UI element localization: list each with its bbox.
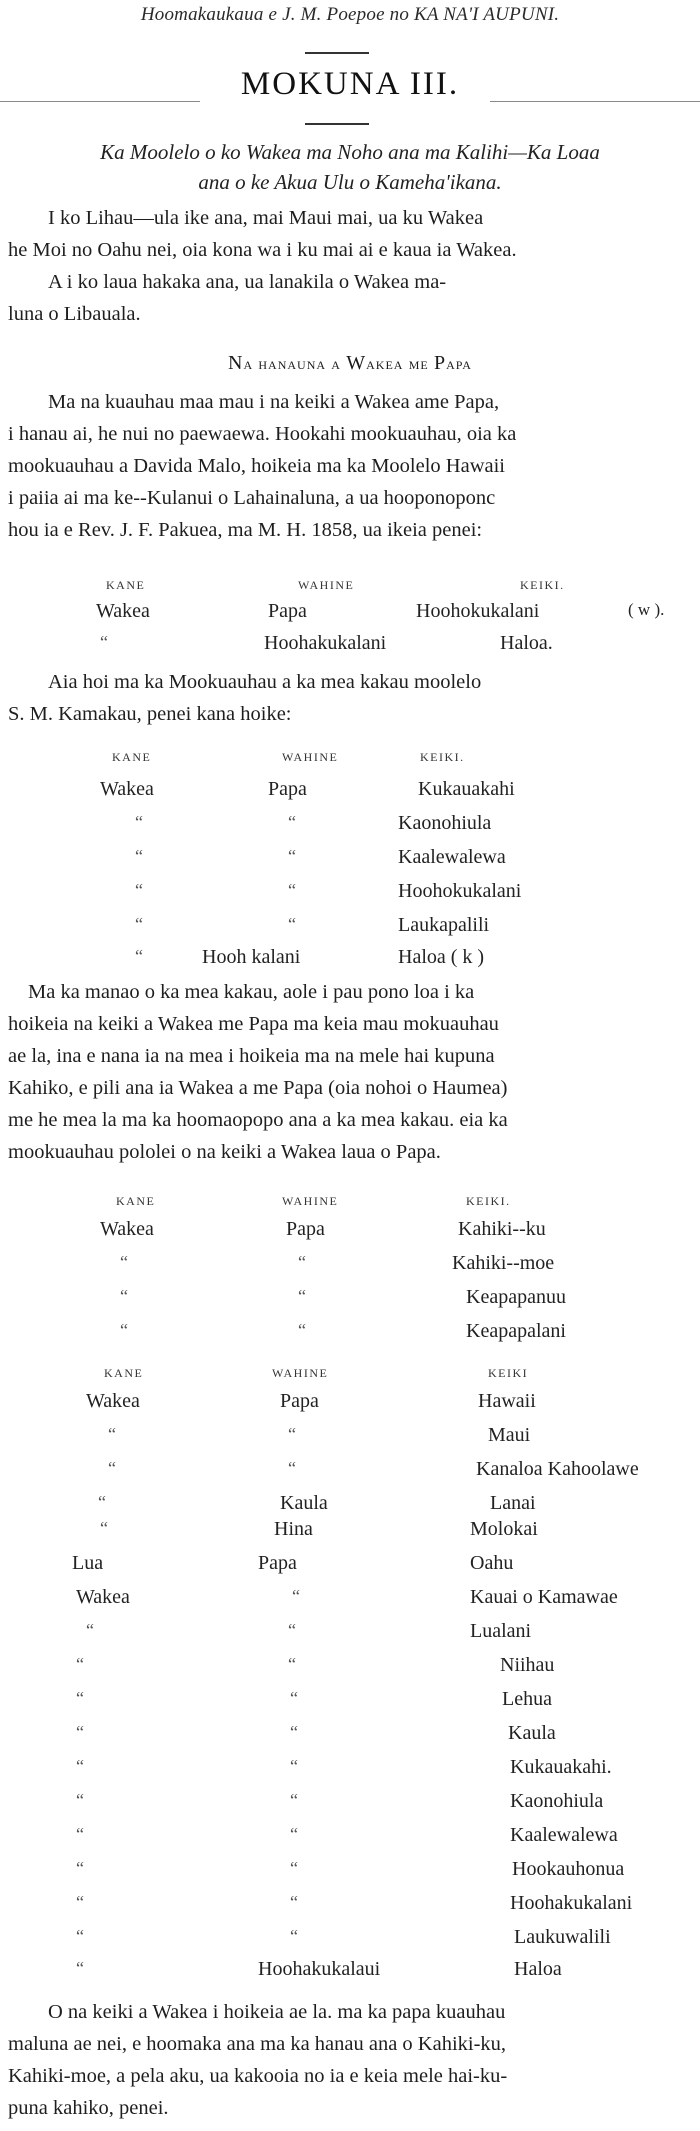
cell-kane: “: [76, 1722, 84, 1742]
cell-kane: “: [76, 1654, 84, 1674]
text-line: me he mea la ma ka hoomaopopo ana a ka mea kakau. eia ka: [8, 1109, 508, 1131]
cell-wahine: “: [290, 1892, 298, 1912]
cell-wahine: “: [288, 1458, 296, 1478]
cell-wahine: Papa: [286, 1218, 325, 1240]
cell-keiki: Hoohakukalani: [510, 1892, 633, 1914]
cell-kane: “: [135, 880, 143, 900]
column-header-keiki: KEIKI.: [420, 750, 465, 764]
column-header-kane: KANE: [106, 578, 146, 592]
paragraph-lihau: [8, 202, 696, 266]
cell-keiki: Kaalewalewa: [510, 1824, 618, 1846]
cell-wahine: “: [290, 1926, 298, 1946]
cell-kane: “: [98, 1492, 106, 1512]
cell-kane: “: [76, 1824, 84, 1844]
column-header-kane: KANE: [116, 1194, 156, 1208]
text-line: Ma ka manao o ka mea kakau, aole i pau pono loa i ka: [28, 981, 475, 1003]
column-header-kane: KANE: [112, 750, 152, 764]
chapter-title: MOKUNA III.: [240, 66, 460, 102]
cell-wahine: Hoohakukalaui: [258, 1958, 381, 1980]
cell-kane: “: [76, 1892, 84, 1912]
cell-note: ( w ).: [628, 600, 665, 619]
paragraph-kamakau: [8, 666, 696, 730]
column-header-keiki: KEIKI.: [520, 578, 565, 592]
cell-kane: “: [76, 1790, 84, 1810]
text-line: i hanau ai, he nui no paewaewa. Hookahi mookuauhau, oia ka: [8, 423, 517, 445]
cell-wahine: “: [288, 914, 296, 934]
cell-keiki: Oahu: [470, 1552, 514, 1574]
text-line: S. M. Kamakau, penei kana hoike:: [8, 703, 292, 725]
paragraph-malo: [8, 386, 696, 546]
cell-kane: Wakea: [86, 1390, 140, 1412]
cell-keiki: Kauai o Kamawae: [470, 1586, 618, 1608]
divider-top: [305, 52, 369, 54]
text-line: O na keiki a Wakea i hoikeia ae la. ma ka papa kuauhau: [48, 2001, 506, 2023]
text-line: he Moi no Oahu nei, oia kona wa i ku mai ai e kaua ia Wakea.: [8, 239, 517, 261]
paragraph-author-opinion: [8, 976, 696, 1168]
cell-wahine: “: [290, 1756, 298, 1776]
cell-keiki: Kahiki--moe: [452, 1252, 555, 1274]
text-line: i paiia ai ma ke--Kulanui o Lahainaluna, a ua hooponoponc: [8, 487, 496, 509]
cell-kane: “: [108, 1424, 116, 1444]
cell-keiki: Molokai: [470, 1518, 538, 1540]
cell-keiki: Kukauakahi: [418, 778, 515, 800]
text-line: I ko Lihau—ula ike ana, mai Maui mai, ua ku Wakea: [48, 207, 484, 229]
byline: Hoomakaukaua e J. M. Poepoe no KA NA'I AUPUNI.: [140, 4, 560, 25]
cell-kane: “: [120, 1252, 128, 1272]
cell-kane: “: [108, 1458, 116, 1478]
text-line: mookuauhau a Davida Malo, hoikeia ma ka Moolelo Hawaii: [8, 455, 505, 477]
cell-keiki: Laukuwalili: [514, 1926, 611, 1948]
cell-keiki: Kaonohiula: [510, 1790, 604, 1812]
text-line: ae la, ina e nana ia na mea i hoikeia ma na mele hai kupuna: [8, 1045, 495, 1067]
subtitle-line-1: Ka Moolelo o ko Wakea ma Noho ana ma Kalihi—Ka Loaa: [100, 140, 600, 164]
cell-wahine: “: [298, 1252, 306, 1272]
text-line: mookuauhau pololei o na keiki a Wakea laua o Papa.: [8, 1141, 441, 1163]
cell-wahine: “: [290, 1722, 298, 1742]
cell-kane: “: [76, 1756, 84, 1776]
cell-keiki: Kaonohiula: [398, 812, 492, 834]
cell-kane: Wakea: [76, 1586, 130, 1608]
text-line: hoikeia na keiki a Wakea me Papa ma keia mau mokuauhau: [8, 1013, 499, 1035]
cell-wahine: “: [290, 1790, 298, 1810]
divider-under-title: [305, 123, 369, 125]
text-line: Kahiko, e pili ana ia Wakea a me Papa (oia nohoi o Haumea): [8, 1077, 508, 1099]
column-header-keiki: KEIKI: [488, 1366, 529, 1380]
cell-keiki: Hoohokukalani: [416, 600, 540, 622]
subtitle-line-2: ana o ke Akua Ulu o Kameha'ikana.: [198, 170, 502, 194]
cell-keiki: Haloa.: [500, 632, 553, 654]
cell-kane: “: [100, 632, 108, 652]
cell-kane: “: [120, 1320, 128, 1340]
cell-kane: “: [76, 1858, 84, 1878]
cell-wahine: “: [290, 1688, 298, 1708]
cell-keiki: Kaula: [508, 1722, 556, 1744]
cell-keiki: Kanaloa Kahoolawe: [476, 1458, 639, 1480]
cell-keiki: Kukauakahi.: [510, 1756, 612, 1778]
text-line: luna o Libauala.: [8, 303, 141, 325]
cell-kane: Wakea: [100, 778, 154, 800]
cell-keiki: Haloa ( k ): [398, 946, 485, 968]
cell-keiki: Keapapanuu: [466, 1286, 566, 1308]
cell-keiki: Lualani: [470, 1620, 532, 1642]
cell-wahine: Papa: [268, 778, 307, 800]
cell-kane: “: [135, 846, 143, 866]
column-header-wahine: WAHINE: [272, 1366, 329, 1380]
cell-kane: “: [86, 1620, 94, 1640]
cell-wahine: Kaula: [280, 1492, 328, 1514]
cell-keiki: Lanai: [490, 1492, 536, 1514]
cell-wahine: “: [292, 1586, 300, 1606]
column-header-kane: KANE: [104, 1366, 144, 1380]
cell-keiki: Kahiki--ku: [458, 1218, 546, 1240]
cell-keiki: Hookauhonua: [512, 1858, 625, 1880]
cell-kane: Wakea: [96, 600, 150, 622]
cell-kane: “: [100, 1518, 108, 1538]
cell-keiki: Hawaii: [478, 1390, 536, 1412]
cell-keiki: Hoohokukalani: [398, 880, 522, 902]
cell-kane: “: [135, 914, 143, 934]
text-line: Aia hoi ma ka Mookuauhau a ka mea kakau moolelo: [48, 671, 482, 693]
cell-wahine: “: [290, 1824, 298, 1844]
cell-wahine: “: [288, 880, 296, 900]
cell-kane: “: [120, 1286, 128, 1306]
cell-keiki: Niihau: [500, 1654, 555, 1676]
cell-keiki: Keapapalani: [466, 1320, 566, 1342]
cell-wahine: Papa: [258, 1552, 297, 1574]
cell-wahine: Hoohakukalani: [264, 632, 387, 654]
column-header-wahine: WAHINE: [282, 750, 339, 764]
text-line: maluna ae nei, e hoomaka ana ma ka hanau ana o Kahiki-ku,: [8, 2033, 507, 2055]
cell-kane: “: [135, 812, 143, 832]
cell-wahine: “: [288, 1424, 296, 1444]
column-header-wahine: WAHINE: [298, 578, 355, 592]
cell-keiki: Laukapalili: [398, 914, 490, 936]
section-heading: Na hanauna a Wakea me Papa: [228, 352, 472, 374]
cell-kane: Lua: [72, 1552, 104, 1574]
text-line: hou ia e Rev. J. F. Pakuea, ma M. H. 1858, ua ikeia penei:: [8, 519, 483, 541]
cell-keiki: Lehua: [502, 1688, 552, 1710]
paragraph-closing: [8, 1996, 696, 2124]
cell-wahine: “: [298, 1286, 306, 1306]
cell-keiki: Haloa: [514, 1958, 562, 1980]
cell-wahine: Hina: [274, 1518, 313, 1540]
cell-wahine: “: [290, 1858, 298, 1878]
cell-wahine: “: [288, 812, 296, 832]
cell-kane: “: [135, 946, 143, 966]
cell-wahine: Hooh kalani: [202, 946, 301, 968]
cell-wahine: Papa: [280, 1390, 319, 1412]
column-header-wahine: WAHINE: [282, 1194, 339, 1208]
cell-wahine: Papa: [268, 600, 307, 622]
cell-wahine: “: [288, 1620, 296, 1640]
text-line: Ma na kuauhau maa mau i na keiki a Wakea ame Papa,: [48, 391, 500, 413]
cell-kane: Wakea: [100, 1218, 154, 1240]
cell-wahine: “: [298, 1320, 306, 1340]
cell-kane: “: [76, 1688, 84, 1708]
cell-kane: “: [76, 1958, 84, 1978]
paragraph-hakaka: [8, 266, 696, 330]
text-line: A i ko laua hakaka ana, ua lanakila o Wakea ma-: [48, 271, 447, 293]
cell-kane: “: [76, 1926, 84, 1946]
text-line: Kahiki-moe, a pela aku, ua kakooia no ia e keia mele hai-ku-: [8, 2065, 508, 2087]
cell-keiki: Maui: [488, 1424, 531, 1446]
cell-wahine: “: [288, 1654, 296, 1674]
column-header-keiki: KEIKI.: [466, 1194, 511, 1208]
cell-keiki: Kaalewalewa: [398, 846, 506, 868]
text-line: puna kahiko, penei.: [8, 2097, 169, 2119]
cell-wahine: “: [288, 846, 296, 866]
